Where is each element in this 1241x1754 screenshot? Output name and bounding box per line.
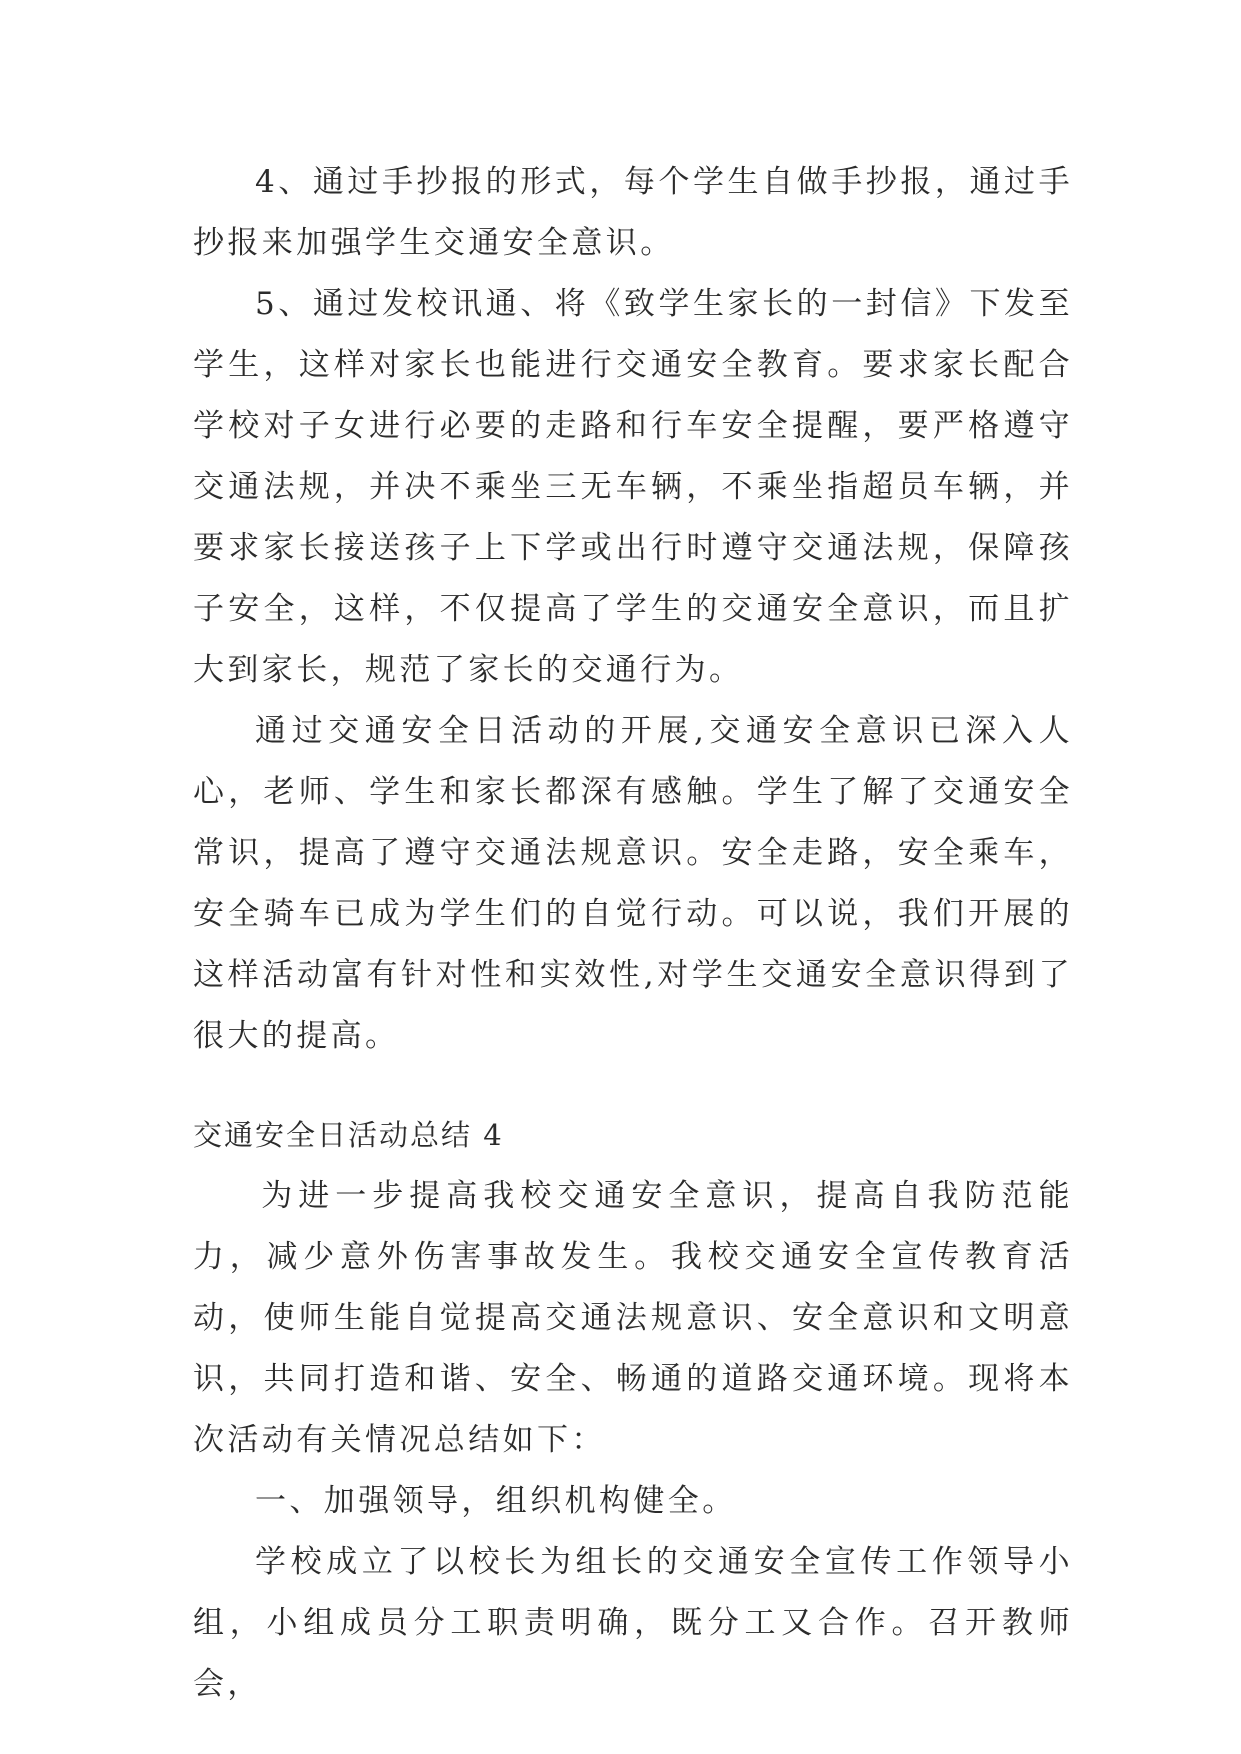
paragraph-introduction: 为进一步提高我校交通安全意识，提高自我防范能力，减少意外伤害事故发生。我校交通安全宣传教育活动，使师生能自觉提高交通法规意识、安全意识和文明意识，共同打造和谐、安全、畅通的道路交通环境。现将本次活动有关情况总结如下：	[193, 1178, 1073, 1458]
paragraph-activity-outcome: 通过交通安全日活动的开展,交通安全意识已深入人心，老师、学生和家长都深有感触。学生了解了交通安全常识，提高了遵守交通法规意识。安全走路，安全乘车，安全骑车已成为学生们的自觉行动。可以说，我们开展的这样活动富有针对性和实效性,对学生交通安全意识得到了很大的提高。	[193, 713, 1073, 1054]
paragraph-subheading-leadership: 一、加强领导，组织机构健全。	[255, 1483, 737, 1519]
paragraph-handwritten-newspaper: 4、通过手抄报的形式，每个学生自做手抄报，通过手抄报来加强学生交通安全意识。	[193, 164, 1073, 261]
document-body	[193, 152, 1073, 1715]
section-heading: 交通安全日活动总结 4	[193, 1118, 504, 1152]
paragraph-leadership-group: 学校成立了以校长为组长的交通安全宣传工作领导小组，小组成员分工职责明确，既分工又合作。召开教师会，	[193, 1544, 1073, 1702]
paragraph-parent-letter: 5、通过发校讯通、将《致学生家长的一封信》下发至学生，这样对家长也能进行交通安全教育。要求家长配合学校对子女进行必要的走路和行车安全提醒，要严格遵守交通法规，并决不乘坐三无车辆，不乘坐指超员车辆，并要求家长接送孩子上下学或出行时遵守交通法规，保障孩子安全，这样，不仅提高了学生的交通安全意识，而且扩大到家长，规范了家长的交通行为。	[193, 286, 1073, 688]
